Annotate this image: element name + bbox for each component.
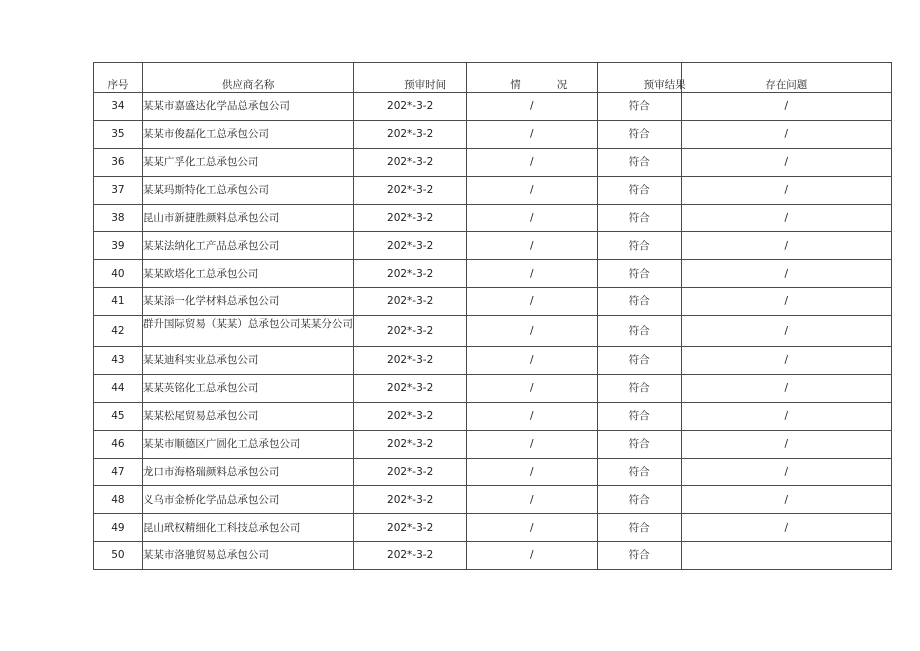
condition: /: [466, 316, 597, 347]
review-date: 202*-3-2: [354, 542, 467, 570]
row-number: 46: [94, 430, 143, 458]
condition: /: [466, 542, 597, 570]
review-result: 符合: [597, 374, 681, 402]
supplier-name: 昆山市新捷胜颜料总承包公司: [142, 204, 353, 232]
table-row: [94, 458, 892, 486]
condition: /: [466, 458, 597, 486]
header-no: 序号: [94, 63, 143, 93]
row-number: 48: [94, 486, 143, 514]
issues: /: [681, 204, 891, 232]
issues: /: [681, 148, 891, 176]
condition: /: [466, 486, 597, 514]
row-number: 47: [94, 458, 143, 486]
condition: /: [466, 514, 597, 542]
issues: /: [681, 93, 891, 121]
supplier-name: 某某迪科实业总承包公司: [142, 347, 353, 375]
review-result: 符合: [597, 176, 681, 204]
issues: /: [681, 316, 891, 347]
supplier-name: 某某市俊磊化工总承包公司: [142, 120, 353, 148]
review-result: 符合: [597, 120, 681, 148]
issues: /: [681, 374, 891, 402]
review-result: 符合: [597, 204, 681, 232]
header-review-date: 预审时间: [354, 63, 467, 93]
supplier-name: 昆山玳权精细化工科技总承包公司: [142, 514, 353, 542]
review-date: 202*-3-2: [354, 374, 467, 402]
review-result: 符合: [597, 542, 681, 570]
table-row: [94, 232, 892, 260]
issues: /: [681, 120, 891, 148]
condition: /: [466, 347, 597, 375]
review-result: 符合: [597, 514, 681, 542]
table-row: [94, 120, 892, 148]
condition: /: [466, 430, 597, 458]
issues: /: [681, 260, 891, 288]
issues: /: [681, 402, 891, 430]
condition: /: [466, 232, 597, 260]
review-date: 202*-3-2: [354, 120, 467, 148]
review-date: 202*-3-2: [354, 148, 467, 176]
row-number: 44: [94, 374, 143, 402]
review-result: 符合: [597, 316, 681, 347]
supplier-name: 某某市顺德区广圆化工总承包公司: [142, 430, 353, 458]
table-row: [94, 176, 892, 204]
review-date: 202*-3-2: [354, 514, 467, 542]
review-result: 符合: [597, 486, 681, 514]
review-date: 202*-3-2: [354, 458, 467, 486]
condition: /: [466, 93, 597, 121]
supplier-review-table: [93, 62, 892, 570]
review-result: 符合: [597, 458, 681, 486]
header-condition: 情 况: [466, 63, 597, 93]
supplier-name: 某某松尾贸易总承包公司: [142, 402, 353, 430]
row-number: 38: [94, 204, 143, 232]
review-date: 202*-3-2: [354, 486, 467, 514]
issues: /: [681, 486, 891, 514]
review-date: 202*-3-2: [354, 430, 467, 458]
review-result: 符合: [597, 430, 681, 458]
table-row: [94, 374, 892, 402]
condition: /: [466, 402, 597, 430]
supplier-name: 某某法纳化工产品总承包公司: [142, 232, 353, 260]
review-date: 202*-3-2: [354, 93, 467, 121]
issues: /: [681, 176, 891, 204]
table-row: [94, 514, 892, 542]
table-row: [94, 402, 892, 430]
row-number: 39: [94, 232, 143, 260]
supplier-name: 某某广孚化工总承包公司: [142, 148, 353, 176]
review-date: 202*-3-2: [354, 232, 467, 260]
row-number: 40: [94, 260, 143, 288]
review-date: 202*-3-2: [354, 316, 467, 347]
review-date: 202*-3-2: [354, 288, 467, 316]
row-number: 36: [94, 148, 143, 176]
issues: /: [681, 514, 891, 542]
row-number: 37: [94, 176, 143, 204]
table-row: [94, 316, 892, 347]
review-date: 202*-3-2: [354, 260, 467, 288]
review-date: 202*-3-2: [354, 347, 467, 375]
header-review-result: 预审结果: [597, 63, 681, 93]
condition: /: [466, 288, 597, 316]
review-result: 符合: [597, 402, 681, 430]
issues: /: [681, 232, 891, 260]
review-date: 202*-3-2: [354, 176, 467, 204]
supplier-name: 某某市嘉盛达化学品总承包公司: [142, 93, 353, 121]
table-row: [94, 93, 892, 121]
issues: [681, 542, 891, 570]
review-date: 202*-3-2: [354, 204, 467, 232]
header-row: [94, 63, 892, 93]
condition: /: [466, 176, 597, 204]
row-number: 45: [94, 402, 143, 430]
row-number: 34: [94, 93, 143, 121]
table-row: [94, 486, 892, 514]
issues: /: [681, 347, 891, 375]
supplier-name: 义乌市金桥化学品总承包公司: [142, 486, 353, 514]
condition: /: [466, 260, 597, 288]
table-row: [94, 148, 892, 176]
row-number: 50: [94, 542, 143, 570]
supplier-name: 某某市洛驰贸易总承包公司: [142, 542, 353, 570]
supplier-name: 群升国际贸易（某某）总承包公司某某分公司: [142, 316, 353, 347]
review-date: 202*-3-2: [354, 402, 467, 430]
review-result: 符合: [597, 288, 681, 316]
row-number: 49: [94, 514, 143, 542]
review-result: 符合: [597, 347, 681, 375]
condition: /: [466, 120, 597, 148]
condition: /: [466, 148, 597, 176]
table-row: [94, 347, 892, 375]
issues: /: [681, 288, 891, 316]
supplier-name: 某某欧塔化工总承包公司: [142, 260, 353, 288]
table-row: [94, 260, 892, 288]
issues: /: [681, 430, 891, 458]
row-number: 43: [94, 347, 143, 375]
table-row: [94, 542, 892, 570]
review-result: 符合: [597, 260, 681, 288]
header-supplier-name: 供应商名称: [142, 63, 353, 93]
condition: /: [466, 374, 597, 402]
supplier-name: 某某英铭化工总承包公司: [142, 374, 353, 402]
supplier-name: 某某玛斯特化工总承包公司: [142, 176, 353, 204]
review-result: 符合: [597, 148, 681, 176]
issues: /: [681, 458, 891, 486]
review-result: 符合: [597, 232, 681, 260]
condition: /: [466, 204, 597, 232]
table-row: [94, 430, 892, 458]
supplier-name: 某某添一化学材料总承包公司: [142, 288, 353, 316]
supplier-name: 龙口市海格瑞颜料总承包公司: [142, 458, 353, 486]
row-number: 35: [94, 120, 143, 148]
review-result: 符合: [597, 93, 681, 121]
table-row: [94, 204, 892, 232]
row-number: 42: [94, 316, 143, 347]
table-row: [94, 288, 892, 316]
header-issues: 存在问题: [681, 63, 891, 93]
row-number: 41: [94, 288, 143, 316]
